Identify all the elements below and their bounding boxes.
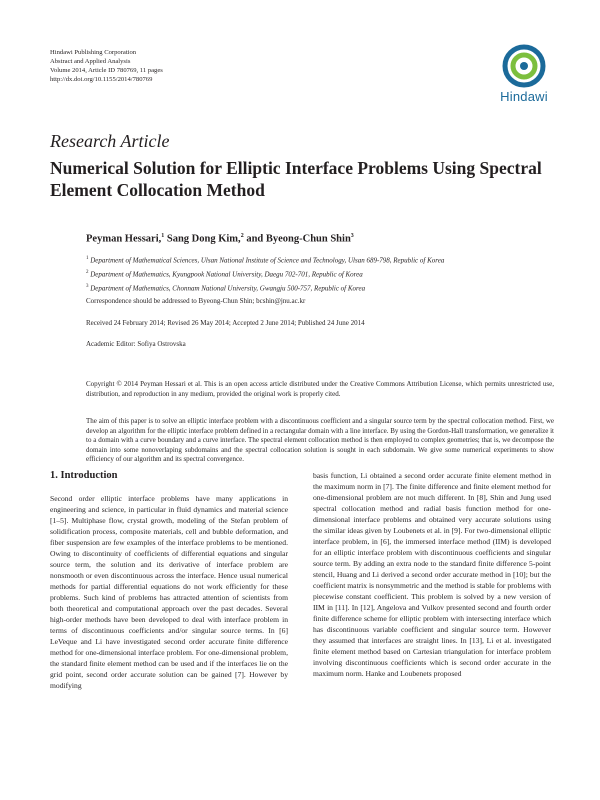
article-type: Research Article xyxy=(50,131,170,151)
affiliation-sup: 3 xyxy=(86,283,89,289)
affiliation-sup: 2 xyxy=(86,269,89,275)
affiliation-text: Department of Mathematical Sciences, Ulsan National Institute of Science and Technology, Ulsan 689-798, Republic of Korea xyxy=(90,256,445,265)
affiliation-item xyxy=(86,253,444,267)
logo-text: Hindawi xyxy=(500,89,548,104)
hindawi-logo-icon xyxy=(502,44,546,88)
academic-editor: Academic Editor: Sofiya Ostrovska xyxy=(86,340,186,348)
body-paragraph: Second order elliptic interface problems have many applications in engineering and science, in particular in fluid dynamics and material science [1–5]. Multiphase flow, crystal growth, modeling of the Stefan problem of solidification process, composite materials, cell and bubble deformation, and fiber suspension are few examples of the interface problems to be mentioned. Owing to discontinuity of coefficients of differential equations and singular source term, the solution and its derivative of interface problem are nonsmooth or even discontinuous across the interface. Hence usual numerical methods for partial differential equations do not work efficiently for these problems. Such kind of problems has attracted attention of scientists from both theoretical and computational approach over the past decades. Several high-order methods have been developed to deal with interface problem in terms of discontinuous coefficients and/or singular source terms. In [6] LeVeque and Li have investigated second order accurate finite difference method for one-dimensional interface problem. For one-dimensional problem, the standard finite element method can be used and if the interfaces lie on the grid point, second order accurate solution can be gained [7]. However by modifying xyxy=(50,494,288,690)
author-name: and Byeong-Chun Shin xyxy=(246,233,351,245)
paper-title: Numerical Solution for Elliptic Interface Problems Using Spectral Element Collocation Method xyxy=(50,158,542,200)
journal-name: Abstract and Applied Analysis xyxy=(50,58,131,65)
copyright-notice: Copyright © 2014 Peyman Hessari et al. This is an open access article distributed under the Creative Commons Attribution License, which permits unrestricted use, distribution, and reproduction in any medium, provided the original work is properly cited. xyxy=(86,380,554,398)
body-paragraph: basis function, Li obtained a second order accurate finite element method in the maximum norm in [7]. The finite difference and finite element method for one-dimensional problem are not much different. In [8], Shin and Jung used spectral collocation method and radial basis function method for one-dimensional interface problems and obtained very accurate solutions using the similar ideas given by Loubenets et al. in [9]. For two-dimensional elliptic interface problem, in [6], the immersed interface method (IIM) is developed for an elliptic interface problem with discontinuous coefficients and singular source term. By adding an extra node to the standard finite difference 5-point stencil, Huang and Li derived a second order accurate method in [10]; but the coefficient matrix is nonsymmetric and the method is stable for problems with piecewise constant coefficient. This problem is solved by a new version of IIM in [11]. In [12], Angelova and Vulkov presented second and fourth order finite difference scheme for elliptic problem with intersecting interface which has discontinuous variable coefficient and singular source term. However they assumed that interfaces are straight lines. In [13], Li et al. investigated finite element method based on Cartesian triangulation for interface problem involving discontinuous coefficients which is second order accurate in the maximum norm. Hanke and Loubenets proposed xyxy=(313,471,551,678)
doi-link[interactable]: http://dx.doi.org/10.1155/2014/780769 xyxy=(50,76,153,83)
affiliation-item xyxy=(86,267,444,281)
abstract: The aim of this paper is to solve an elliptic interface problem with a discontinuous coefficient and a singular source term by the spectral collocation method. First, we develop an algorithm for the elliptic interface problem defined in a rectangular domain with a line interface. By using the Gordon-Hall transformation, we generalize it to a domain with a curve boundary and a curve interface. The spectral element collocation method is then employed to complex geometries; that is, we decompose the domain into some nonoverlaping subdomains and the spectral collocation solution is sought in each subdomain. We give some numerical experiments to show efficiency of our algorithm and its spectral convergence. xyxy=(86,417,554,464)
author-name: Sang Dong Kim, xyxy=(166,233,241,245)
affiliation-sup: 1 xyxy=(86,256,89,261)
affiliation-text: Department of Mathematics, Kyungpook National University, Daegu 702-701, Republic of Korea xyxy=(90,270,363,279)
affiliation-text: Department of Mathematics, Chonnam National University, Gwangju 500-757, Republic of Korea xyxy=(90,283,366,292)
body-column-left xyxy=(50,493,288,691)
author-name: Peyman Hessari, xyxy=(86,233,162,245)
publisher-name: Hindawi Publishing Corporation xyxy=(50,49,137,56)
affiliation-item xyxy=(86,281,444,295)
publication-info xyxy=(50,48,163,84)
hindawi-logo xyxy=(493,44,555,108)
correspondence: Correspondence should be addressed to Byeong-Chun Shin; bcshin@jnu.ac.kr xyxy=(86,297,306,305)
author-affil-sup: 3 xyxy=(350,233,354,239)
affiliation-list xyxy=(86,253,444,294)
section-heading: 1. Introduction xyxy=(50,470,118,481)
author-affil-sup: 2 xyxy=(240,233,244,239)
volume-info: Volume 2014, Article ID 780769, 11 pages xyxy=(50,67,163,74)
body-column-right xyxy=(313,470,551,679)
publication-dates: Received 24 February 2014; Revised 26 May 2014; Accepted 2 June 2014; Published 24 June 2014 xyxy=(86,319,365,327)
author-list xyxy=(86,233,354,245)
author-affil-sup: 1 xyxy=(161,233,165,239)
